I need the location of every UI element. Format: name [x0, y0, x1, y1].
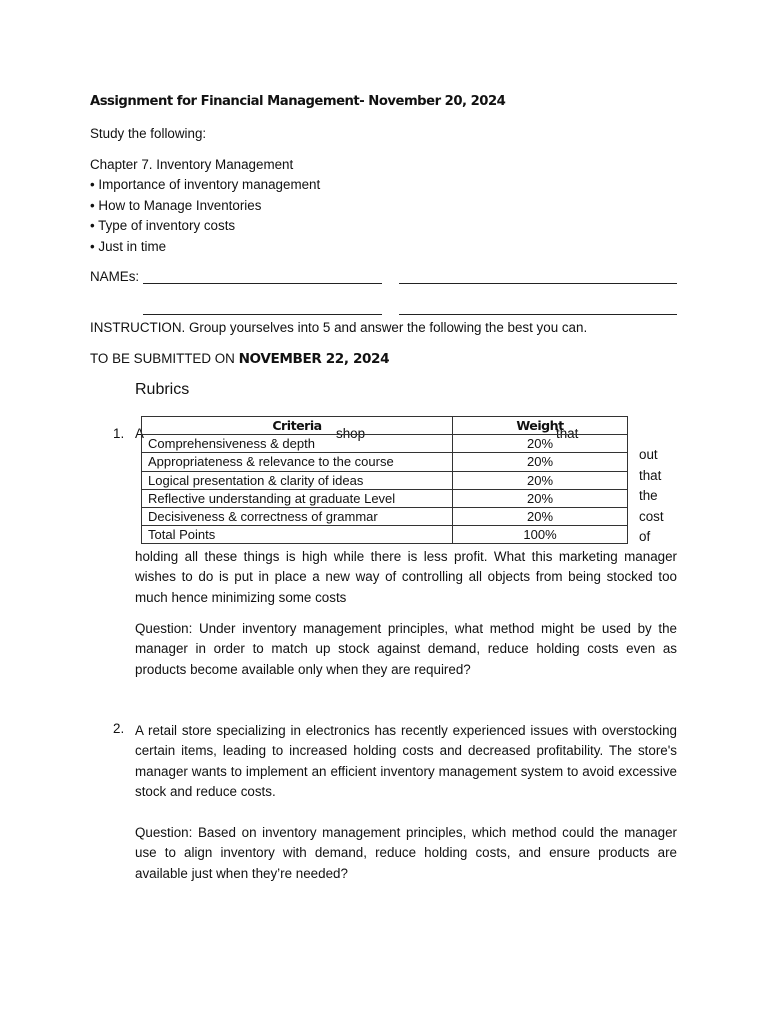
question-number: 2.: [113, 721, 125, 736]
question-fragment: shop: [336, 426, 366, 441]
rubrics-heading: Rubrics: [135, 381, 190, 398]
criteria-cell: Total Points: [142, 526, 453, 544]
rubrics-table: [141, 416, 628, 544]
question-fragment: A: [135, 426, 144, 441]
submission-prefix: TO BE SUBMITTED ON: [90, 351, 235, 366]
submission-line: [90, 351, 389, 367]
question1-prompt: Question: Under inventory management principles, what method might be used by the manager in order to match up stock against demand, reduce holding costs even as products become available only when they are required?: [135, 621, 677, 677]
names-label: NAMEs:: [90, 269, 140, 284]
name-blank-line: [143, 314, 382, 315]
criteria-cell: Comprehensiveness & depth: [142, 435, 453, 453]
weight-cell: 20%: [453, 489, 628, 507]
wrapped-word: that: [639, 467, 662, 483]
table-row: [142, 489, 628, 507]
table-row: [142, 435, 628, 453]
table-row: [142, 453, 628, 471]
weight-cell: 20%: [453, 453, 628, 471]
study-label: Study the following:: [90, 126, 207, 141]
weight-cell: 20%: [453, 507, 628, 525]
column-header-criteria: Criteria: [142, 417, 453, 435]
instruction-text: INSTRUCTION. Group yourselves into 5 and answer the following the best you can.: [90, 320, 588, 335]
criteria-cell: Appropriateness & relevance to the course: [142, 453, 453, 471]
question-fragment: that: [556, 426, 579, 441]
table-row: [142, 526, 628, 544]
wrapped-word: the: [639, 488, 658, 503]
criteria-cell: Reflective understanding at graduate Level: [142, 489, 453, 507]
topic-bullet: • Just in time: [90, 238, 167, 254]
table-row: [142, 507, 628, 525]
chapter-heading: Chapter 7. Inventory Management: [90, 157, 294, 172]
name-blank-line: [399, 283, 677, 284]
question2-prompt: Question: Based on inventory management principles, which method could the manager use to align inventory with demand, reduce holding costs, and ensure products are available just when they’re needed?: [135, 825, 677, 881]
assignment-title: Assignment for Financial Management- November 20, 2024: [90, 94, 506, 109]
weight-cell: 20%: [453, 471, 628, 489]
topic-bullet: • Type of inventory costs: [90, 218, 236, 233]
criteria-cell: Logical presentation & clarity of ideas: [142, 471, 453, 489]
submission-date: NOVEMBER 22, 2024: [238, 351, 390, 367]
name-blank-line: [143, 283, 382, 284]
wrapped-word: out: [639, 447, 658, 462]
question-number: 1.: [113, 426, 125, 441]
column-header-weight: Weight: [453, 417, 628, 435]
topic-bullet: • Importance of inventory management: [90, 177, 321, 192]
question2-body: A retail store specializing in electronics has recently experienced issues with overstocking certain items, leading to increased holding costs and decreased profitability. The store's manager wants to implement an efficient inventory management system to avoid excessive stock and reduce costs.: [135, 723, 677, 800]
weight-cell: 20%: [453, 435, 628, 453]
wrapped-word: cost: [639, 508, 664, 524]
weight-cell: 100%: [453, 526, 628, 544]
name-blank-line: [399, 314, 677, 315]
question1-body: holding all these things is high while there is less profit. What this marketing manager wishes to do is put in place a new way of controlling all objects from being stocked too much hence minimizing some costs: [135, 549, 677, 605]
criteria-cell: Decisiveness & correctness of grammar: [142, 507, 453, 525]
topic-bullet: • How to Manage Inventories: [90, 197, 262, 213]
table-header-row: [142, 417, 628, 435]
wrapped-word: of: [639, 529, 651, 544]
table-row: [142, 471, 628, 489]
